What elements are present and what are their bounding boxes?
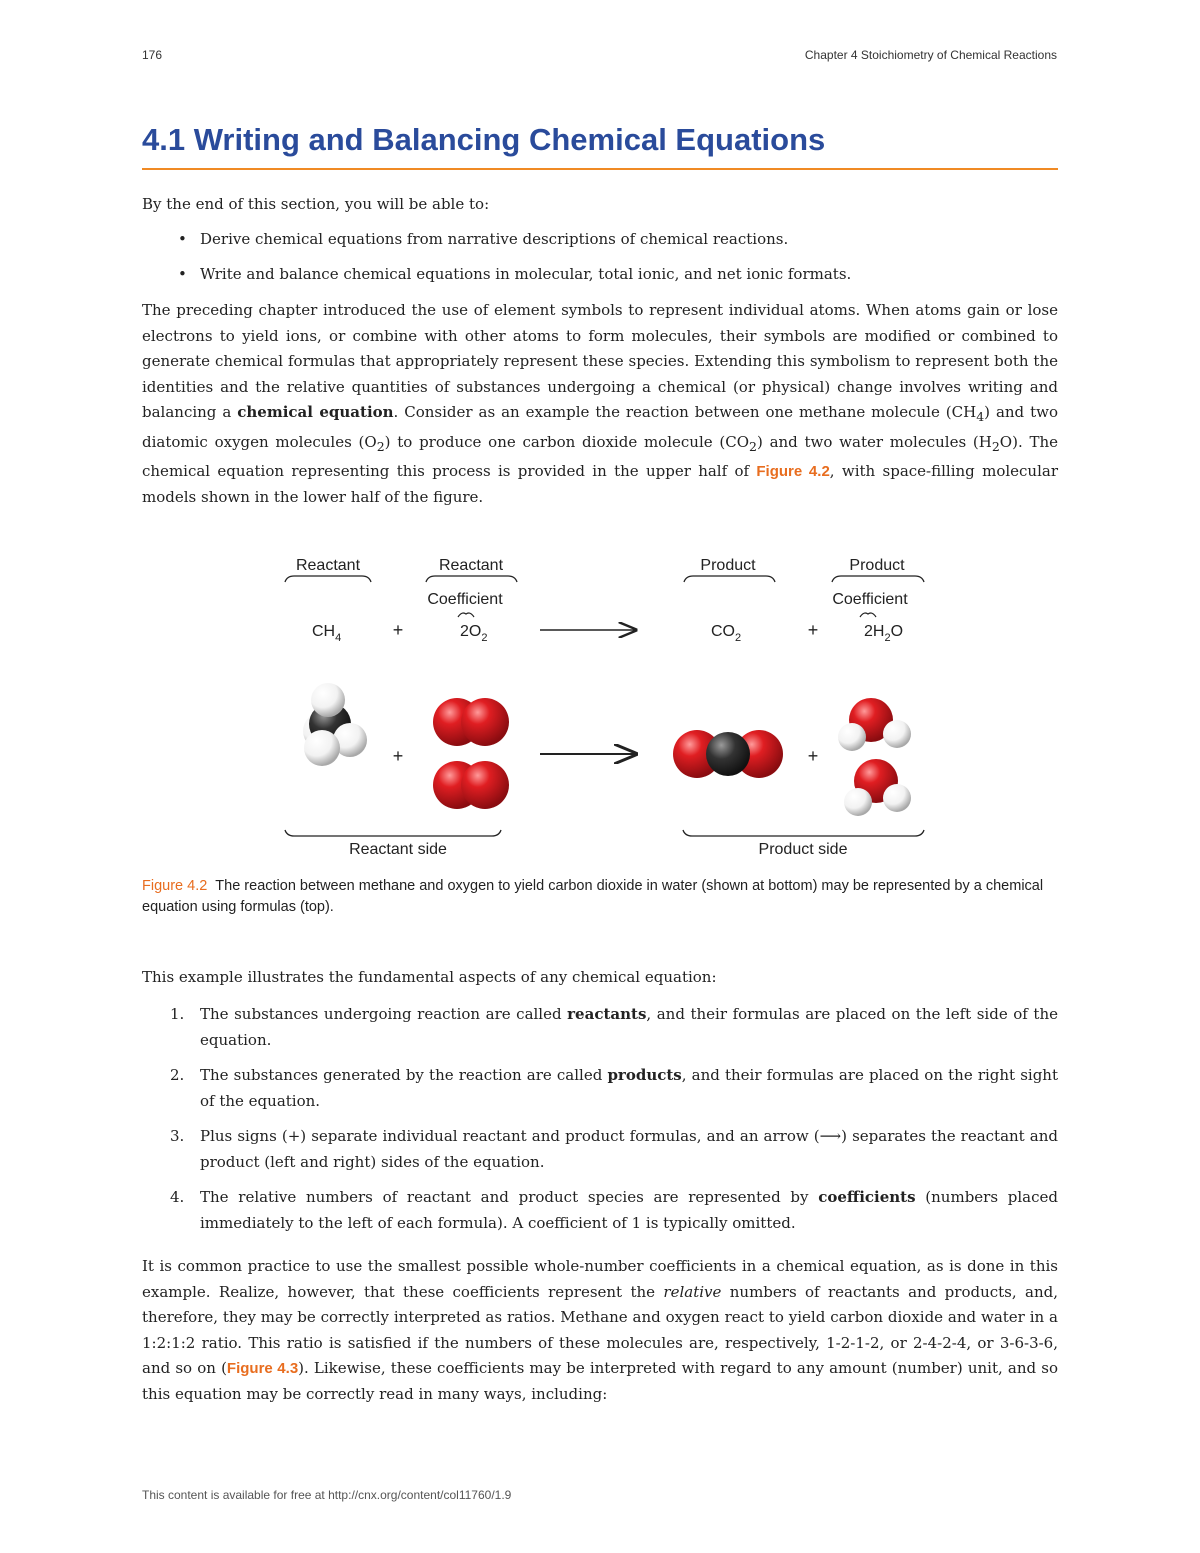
water-molecule-1 (838, 698, 911, 751)
list-item: 1. The substances undergoing reaction are called reactants, and their formulas are placed on the left side of the equation. (170, 1005, 1058, 1049)
label-coefficient-2: Coefficient (832, 591, 908, 608)
caption-label: Figure 4.2 (142, 878, 208, 894)
figure-4-2-link[interactable]: Figure 4.2 (756, 463, 830, 480)
section-title: 4.1 Writing and Balancing Chemical Equations (142, 122, 1058, 170)
objectives-list (178, 227, 851, 297)
label-reactant-side: Reactant side (349, 841, 447, 858)
ratio-paragraph: It is common practice to use the smallest possible whole-number coefficients in a chemical equation, as is done in this example. Realize, however, that these coefficients represent the relative numbers of reactants and products, and, therefore, they may be correctly interpreted as ratios. Methane and oxygen react to yield carbon dioxide and water in a 1:2:1:2 ratio. This ratio is satisfied if the numbers of these molecules are, respectively, 1-2-1-2, or 2-4-2-4, or 3-6-3-6, and so on (Figure 4.3). Likewise, these coefficients may be interpreted with regard to any amount (number) unit, and so this equation may be correctly read in many ways, including: (142, 1257, 1058, 1403)
label-product-1: Product (700, 557, 756, 574)
brace-product-1 (684, 576, 775, 582)
list-item: 2. The substances generated by the reaction are called products, and their formulas are placed on the right sight of the equation. (170, 1066, 1058, 1110)
figure-4-3-link[interactable]: Figure 4.3 (226, 1360, 299, 1377)
objective-item: • Write and balance chemical equations in molecular, total ionic, and net ionic formats. (178, 262, 851, 297)
label-reactant-2: Reactant (438, 557, 504, 574)
coef-brace-2 (860, 613, 876, 617)
brace-reactant-side (285, 830, 501, 836)
term-chemical-equation: chemical equation (237, 403, 394, 421)
caption-text: The reaction between methane and oxygen to yield carbon dioxide in water (shown at bottom) may be represented by a chemical equation using formulas (top). (142, 878, 1044, 915)
chapter-header: Chapter 4 Stoichiometry of Chemical Reactions (804, 48, 1057, 62)
aspects-intro: This example illustrates the fundamental aspects of any chemical equation: (142, 968, 717, 986)
oxygen-molecule-2 (433, 761, 509, 809)
label-reactant-1: Reactant (295, 557, 361, 574)
plus-sign: + (392, 746, 404, 766)
coef-brace-1 (458, 613, 474, 617)
objectives-intro: By the end of this section, you will be able to: (142, 195, 490, 213)
brace-reactant-2 (426, 576, 517, 582)
formula-2h2o: $2H_2O$ (864, 623, 904, 644)
brace-product-2 (832, 576, 924, 582)
aspects-list (142, 1002, 1058, 1246)
brace-product-side (683, 830, 924, 836)
figure-4-2 (270, 548, 940, 868)
figure-caption (142, 876, 1058, 918)
brace-reactant-1 (285, 576, 371, 582)
oxygen-molecule-1 (433, 698, 509, 746)
label-product-2: Product (849, 557, 905, 574)
plus-sign: + (807, 620, 819, 640)
page-footer: This content is available for free at http://cnx.org/content/col11760/1.9 (142, 1488, 512, 1502)
page-number: 176 (142, 48, 163, 62)
methane-model (303, 683, 367, 766)
list-item: 3. Plus signs (+) separate individual reactant and product formulas, and an arrow (⟶) separates the reactant and product (left and right) sides of the equation. (170, 1127, 1058, 1171)
plus-sign: + (807, 746, 819, 766)
plus-sign: + (392, 620, 404, 640)
formula-2o2: $2O_2$ (460, 623, 488, 644)
reaction-diagram (270, 548, 940, 868)
label-product-side: Product side (758, 841, 848, 858)
intro-paragraph: The preceding chapter introduced the use of element symbols to represent individual atoms. When atoms gain or lose electrons to yield ions, or combine with other atoms to form molecules, their symbols are modified or combined to generate chemical formulas that appropriately represent these species. Extending this symbolism to represent both the identities and the relative quantities of substances undergoing a chemical (or physical) change involves writing and balancing a chemical equation. Consider as an example the reaction between one methane molecule $(CH_4)$ and two diatomic oxygen molecules $(O_2)$ to produce one carbon dioxide molecule $(CO_2)$ and two water molecules $(H_2O)$. The chemical equation representing this process is provided in the upper half of Figure 4.2, with space-filling molecular models shown in the lower half of the figure. (142, 301, 1059, 506)
formula-co2: $CO_2$ (711, 623, 742, 644)
objective-item: • Derive chemical equations from narrative descriptions of chemical reactions. (178, 227, 851, 262)
water-molecule-2 (844, 759, 911, 816)
label-coefficient-1: Coefficient (427, 591, 503, 608)
list-item: 4. The relative numbers of reactant and product species are represented by coefficients (numbers placed immediately to the left of each formula). A coefficient of 1 is typically omitted. (170, 1188, 1058, 1232)
formula-ch4: $CH_4$ (312, 623, 342, 644)
carbon-dioxide-model (673, 730, 783, 778)
